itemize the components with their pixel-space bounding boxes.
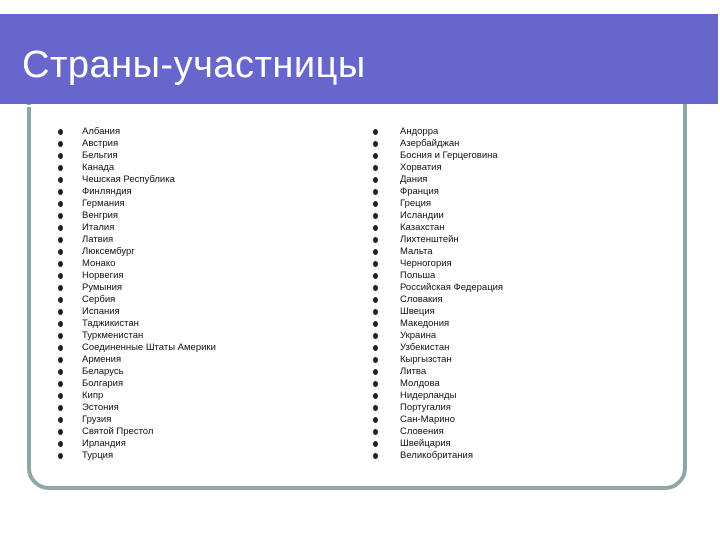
country-name: Латвия — [82, 234, 114, 245]
country-name: Македония — [400, 318, 450, 329]
country-name: Мальта — [400, 246, 433, 257]
country-name: Литва — [400, 366, 427, 377]
bullet-icon — [373, 189, 378, 195]
bullet-icon — [58, 249, 63, 255]
country-name: Люксембург — [82, 246, 135, 257]
country-name: Молдова — [400, 378, 440, 389]
country-name: Азербайджан — [400, 138, 460, 149]
bullet-icon — [58, 405, 63, 411]
bullet-icon — [373, 357, 378, 363]
country-name: Эстония — [82, 402, 119, 413]
country-name: Кыргызстан — [400, 354, 452, 365]
bullet-icon — [58, 453, 63, 459]
bullet-icon — [373, 297, 378, 303]
bullet-icon — [373, 333, 378, 339]
country-name: Румыния — [82, 282, 123, 293]
country-name: Черногория — [400, 258, 452, 269]
bullet-icon — [373, 129, 378, 135]
bullet-icon — [373, 441, 378, 447]
bullet-icon — [373, 429, 378, 435]
country-name: Великобритания — [400, 450, 473, 461]
bullet-icon — [58, 357, 63, 363]
country-name: Болгария — [82, 378, 124, 389]
country-name: Германия — [82, 198, 125, 209]
bullet-icon — [373, 249, 378, 255]
bullet-icon — [373, 393, 378, 399]
bullet-icon — [373, 381, 378, 387]
bullet-icon — [58, 141, 63, 147]
country-name: Норвегия — [82, 270, 124, 281]
country-name: Украина — [400, 330, 437, 341]
country-name: Бельгия — [82, 150, 118, 161]
bullet-icon — [58, 393, 63, 399]
country-name: Грузия — [82, 414, 112, 425]
country-name: Словакия — [400, 294, 443, 305]
bullet-icon — [373, 309, 378, 315]
bullet-icon — [58, 153, 63, 159]
bullet-icon — [373, 285, 378, 291]
bullet-icon — [373, 213, 378, 219]
country-name: Италия — [82, 222, 115, 233]
country-name: Венгрия — [82, 210, 119, 221]
country-name: Кипр — [82, 390, 104, 401]
country-name: Канада — [82, 162, 115, 173]
country-name: Словения — [400, 426, 444, 437]
country-name: Испания — [82, 306, 120, 317]
slide-title: Страны-участницы — [22, 44, 366, 86]
country-name: Исландии — [400, 210, 444, 221]
bullet-icon — [58, 417, 63, 423]
country-name: Турция — [82, 450, 114, 461]
bullet-icon — [58, 237, 63, 243]
country-name: Соединенные Штаты Америки — [82, 342, 216, 353]
country-name: Лихтенштейн — [400, 234, 459, 245]
bullet-icon — [58, 261, 63, 267]
bullet-icon — [58, 189, 63, 195]
bullet-icon — [58, 129, 63, 135]
country-name: Сан-Марино — [400, 414, 456, 425]
country-name: Российская Федерация — [400, 282, 504, 293]
country-name: Франция — [400, 186, 439, 197]
country-name: Австрия — [82, 138, 119, 149]
bullet-icon — [373, 141, 378, 147]
title-underline — [0, 105, 636, 107]
bullet-icon — [58, 285, 63, 291]
country-name: Андорра — [400, 126, 439, 137]
bullet-icon — [373, 201, 378, 207]
bullet-icon — [58, 441, 63, 447]
bullet-icon — [373, 177, 378, 183]
country-name: Казахстан — [400, 222, 445, 233]
bullet-icon — [373, 165, 378, 171]
bullet-icon — [58, 381, 63, 387]
bullet-icon — [58, 309, 63, 315]
title-bar — [0, 14, 718, 104]
bullet-icon — [58, 297, 63, 303]
bullet-icon — [373, 345, 378, 351]
country-name: Туркменистан — [82, 330, 144, 341]
bullet-icon — [58, 213, 63, 219]
country-name: Нидерланды — [400, 390, 457, 401]
bullet-icon — [58, 429, 63, 435]
country-name: Святой Престол — [82, 426, 154, 437]
bullet-icon — [373, 417, 378, 423]
bullet-icon — [58, 165, 63, 171]
country-name: Хорватия — [400, 162, 442, 173]
bullet-icon — [373, 153, 378, 159]
country-name: Монако — [82, 258, 116, 269]
bullet-icon — [58, 321, 63, 327]
bullet-icon — [58, 345, 63, 351]
country-name: Финляндия — [82, 186, 132, 197]
country-name: Швейцария — [400, 438, 451, 449]
bullet-icon — [58, 225, 63, 231]
country-name: Босния и Герцеговина — [400, 150, 498, 161]
country-name: Португалия — [400, 402, 451, 413]
bullet-icon — [373, 237, 378, 243]
country-name: Сербия — [82, 294, 116, 305]
bullet-icon — [58, 177, 63, 183]
country-name: Албания — [82, 126, 121, 137]
bullet-icon — [373, 369, 378, 375]
bullet-icon — [373, 321, 378, 327]
bullet-icon — [373, 405, 378, 411]
bullet-icon — [373, 261, 378, 267]
bullet-icon — [373, 453, 378, 459]
country-name: Греция — [400, 198, 432, 209]
bullet-icon — [58, 369, 63, 375]
country-name: Чешская Республика — [82, 174, 175, 185]
country-name: Узбекистан — [400, 342, 450, 353]
bullet-icon — [58, 333, 63, 339]
bullet-icon — [58, 201, 63, 207]
country-name: Польша — [400, 270, 436, 281]
country-name: Ирландия — [82, 438, 126, 449]
country-name: Армения — [82, 354, 122, 365]
bullet-icon — [373, 225, 378, 231]
country-name: Дания — [400, 174, 428, 185]
country-name: Таджикистан — [82, 318, 139, 329]
country-name: Беларусь — [82, 366, 124, 377]
country-name: Швеция — [400, 306, 435, 317]
bullet-icon — [373, 273, 378, 279]
bullet-icon — [58, 273, 63, 279]
